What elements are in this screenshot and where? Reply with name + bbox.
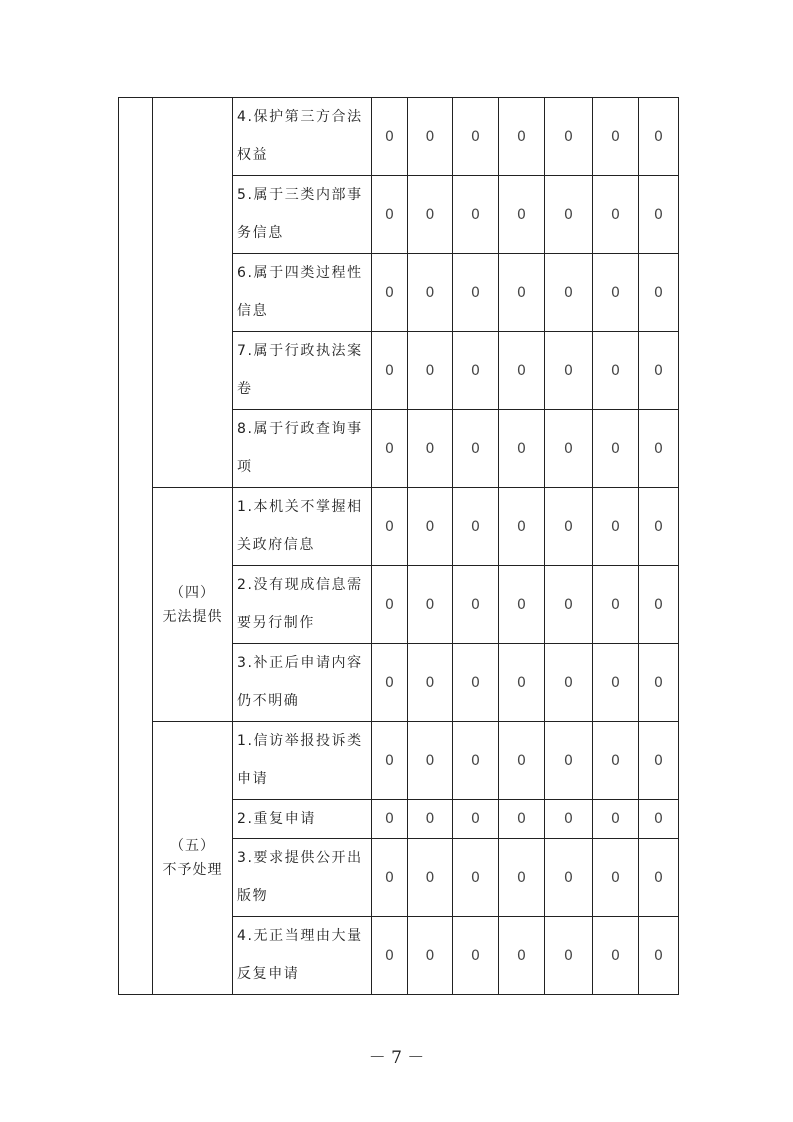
row-label: 2.没有现成信息需要另行制作	[233, 566, 372, 644]
page-number: － 7 －	[368, 1048, 425, 1068]
value-cell: 0	[499, 410, 545, 488]
value-cell: 0	[639, 176, 679, 254]
row-label: 3.补正后申请内容仍不明确	[233, 644, 372, 722]
row-label: 8.属于行政查询事项	[233, 410, 372, 488]
value-cell: 0	[408, 917, 453, 995]
value-cell: 0	[408, 566, 453, 644]
group-label-cell	[153, 488, 233, 722]
value-cell: 0	[408, 644, 453, 722]
value-cell: 0	[499, 566, 545, 644]
value-cell: 0	[639, 917, 679, 995]
value-cell: 0	[408, 410, 453, 488]
value-cell: 0	[545, 332, 593, 410]
value-cell: 0	[593, 488, 639, 566]
value-cell: 0	[499, 332, 545, 410]
value-cell: 0	[453, 254, 499, 332]
value-cell: 0	[453, 839, 499, 917]
group-label-cell	[153, 722, 233, 995]
value-cell: 0	[453, 332, 499, 410]
value-cell: 0	[593, 176, 639, 254]
value-cell: 0	[593, 332, 639, 410]
value-cell: 0	[408, 254, 453, 332]
value-cell: 0	[639, 254, 679, 332]
value-cell: 0	[639, 722, 679, 800]
value-cell: 0	[499, 254, 545, 332]
value-cell: 0	[372, 839, 408, 917]
value-cell: 0	[593, 410, 639, 488]
value-cell: 0	[372, 176, 408, 254]
value-cell: 0	[545, 176, 593, 254]
group-name: 无法提供	[162, 608, 223, 625]
value-cell: 0	[545, 566, 593, 644]
value-cell: 0	[408, 839, 453, 917]
value-cell: 0	[639, 488, 679, 566]
value-cell: 0	[499, 917, 545, 995]
value-cell: 0	[545, 839, 593, 917]
value-cell: 0	[408, 98, 453, 176]
value-cell: 0	[593, 722, 639, 800]
value-cell: 0	[499, 98, 545, 176]
value-cell: 0	[639, 566, 679, 644]
value-cell: 0	[453, 722, 499, 800]
value-cell: 0	[372, 917, 408, 995]
value-cell: 0	[593, 254, 639, 332]
value-cell: 0	[453, 566, 499, 644]
value-cell: 0	[499, 644, 545, 722]
group-name: 不予处理	[162, 862, 223, 878]
value-cell: 0	[453, 98, 499, 176]
value-cell: 0	[499, 800, 545, 839]
value-cell: 0	[545, 644, 593, 722]
value-cell: 0	[545, 722, 593, 800]
value-cell: 0	[453, 800, 499, 839]
value-cell: 0	[593, 917, 639, 995]
value-cell: 0	[372, 254, 408, 332]
group-number: （五）	[170, 838, 215, 854]
row-label: 7.属于行政执法案卷	[233, 332, 372, 410]
value-cell: 0	[639, 839, 679, 917]
value-cell: 0	[372, 566, 408, 644]
value-cell: 0	[453, 488, 499, 566]
group-label-cell	[153, 98, 233, 488]
value-cell: 0	[453, 176, 499, 254]
value-cell: 0	[639, 332, 679, 410]
value-cell: 0	[372, 800, 408, 839]
value-cell: 0	[545, 254, 593, 332]
value-cell: 0	[545, 917, 593, 995]
value-cell: 0	[639, 644, 679, 722]
table-body	[119, 98, 679, 995]
value-cell: 0	[499, 176, 545, 254]
row-label: 4.保护第三方合法权益	[233, 98, 372, 176]
value-cell: 0	[499, 839, 545, 917]
group-number: （四）	[170, 584, 215, 601]
row-label: 1.本机关不掌握相关政府信息	[233, 488, 372, 566]
value-cell: 0	[639, 98, 679, 176]
row-label: 6.属于四类过程性信息	[233, 254, 372, 332]
value-cell: 0	[499, 722, 545, 800]
value-cell: 0	[593, 839, 639, 917]
value-cell: 0	[453, 644, 499, 722]
value-cell: 0	[639, 800, 679, 839]
value-cell: 0	[372, 332, 408, 410]
value-cell: 0	[372, 98, 408, 176]
value-cell: 0	[593, 98, 639, 176]
value-cell: 0	[593, 800, 639, 839]
row-label: 5.属于三类内部事务信息	[233, 176, 372, 254]
value-cell: 0	[372, 722, 408, 800]
value-cell: 0	[545, 488, 593, 566]
row-label: 1.信访举报投诉类申请	[233, 722, 372, 800]
value-cell: 0	[593, 644, 639, 722]
value-cell: 0	[408, 800, 453, 839]
value-cell: 0	[408, 488, 453, 566]
value-cell: 0	[453, 410, 499, 488]
value-cell: 0	[408, 332, 453, 410]
row-label: 3.要求提供公开出版物	[233, 839, 372, 917]
category-column-cell	[119, 98, 153, 995]
value-cell: 0	[453, 917, 499, 995]
table-row	[119, 98, 679, 176]
row-label: 2.重复申请	[233, 800, 372, 839]
value-cell: 0	[499, 488, 545, 566]
value-cell: 0	[545, 410, 593, 488]
table-row	[119, 722, 679, 800]
row-label: 4.无正当理由大量反复申请	[233, 917, 372, 995]
value-cell: 0	[372, 644, 408, 722]
value-cell: 0	[372, 488, 408, 566]
value-cell: 0	[408, 722, 453, 800]
value-cell: 0	[545, 800, 593, 839]
value-cell: 0	[408, 176, 453, 254]
statistics-table	[118, 97, 679, 995]
value-cell: 0	[545, 98, 593, 176]
value-cell: 0	[593, 566, 639, 644]
value-cell: 0	[639, 410, 679, 488]
value-cell: 0	[372, 410, 408, 488]
table-row	[119, 488, 679, 566]
